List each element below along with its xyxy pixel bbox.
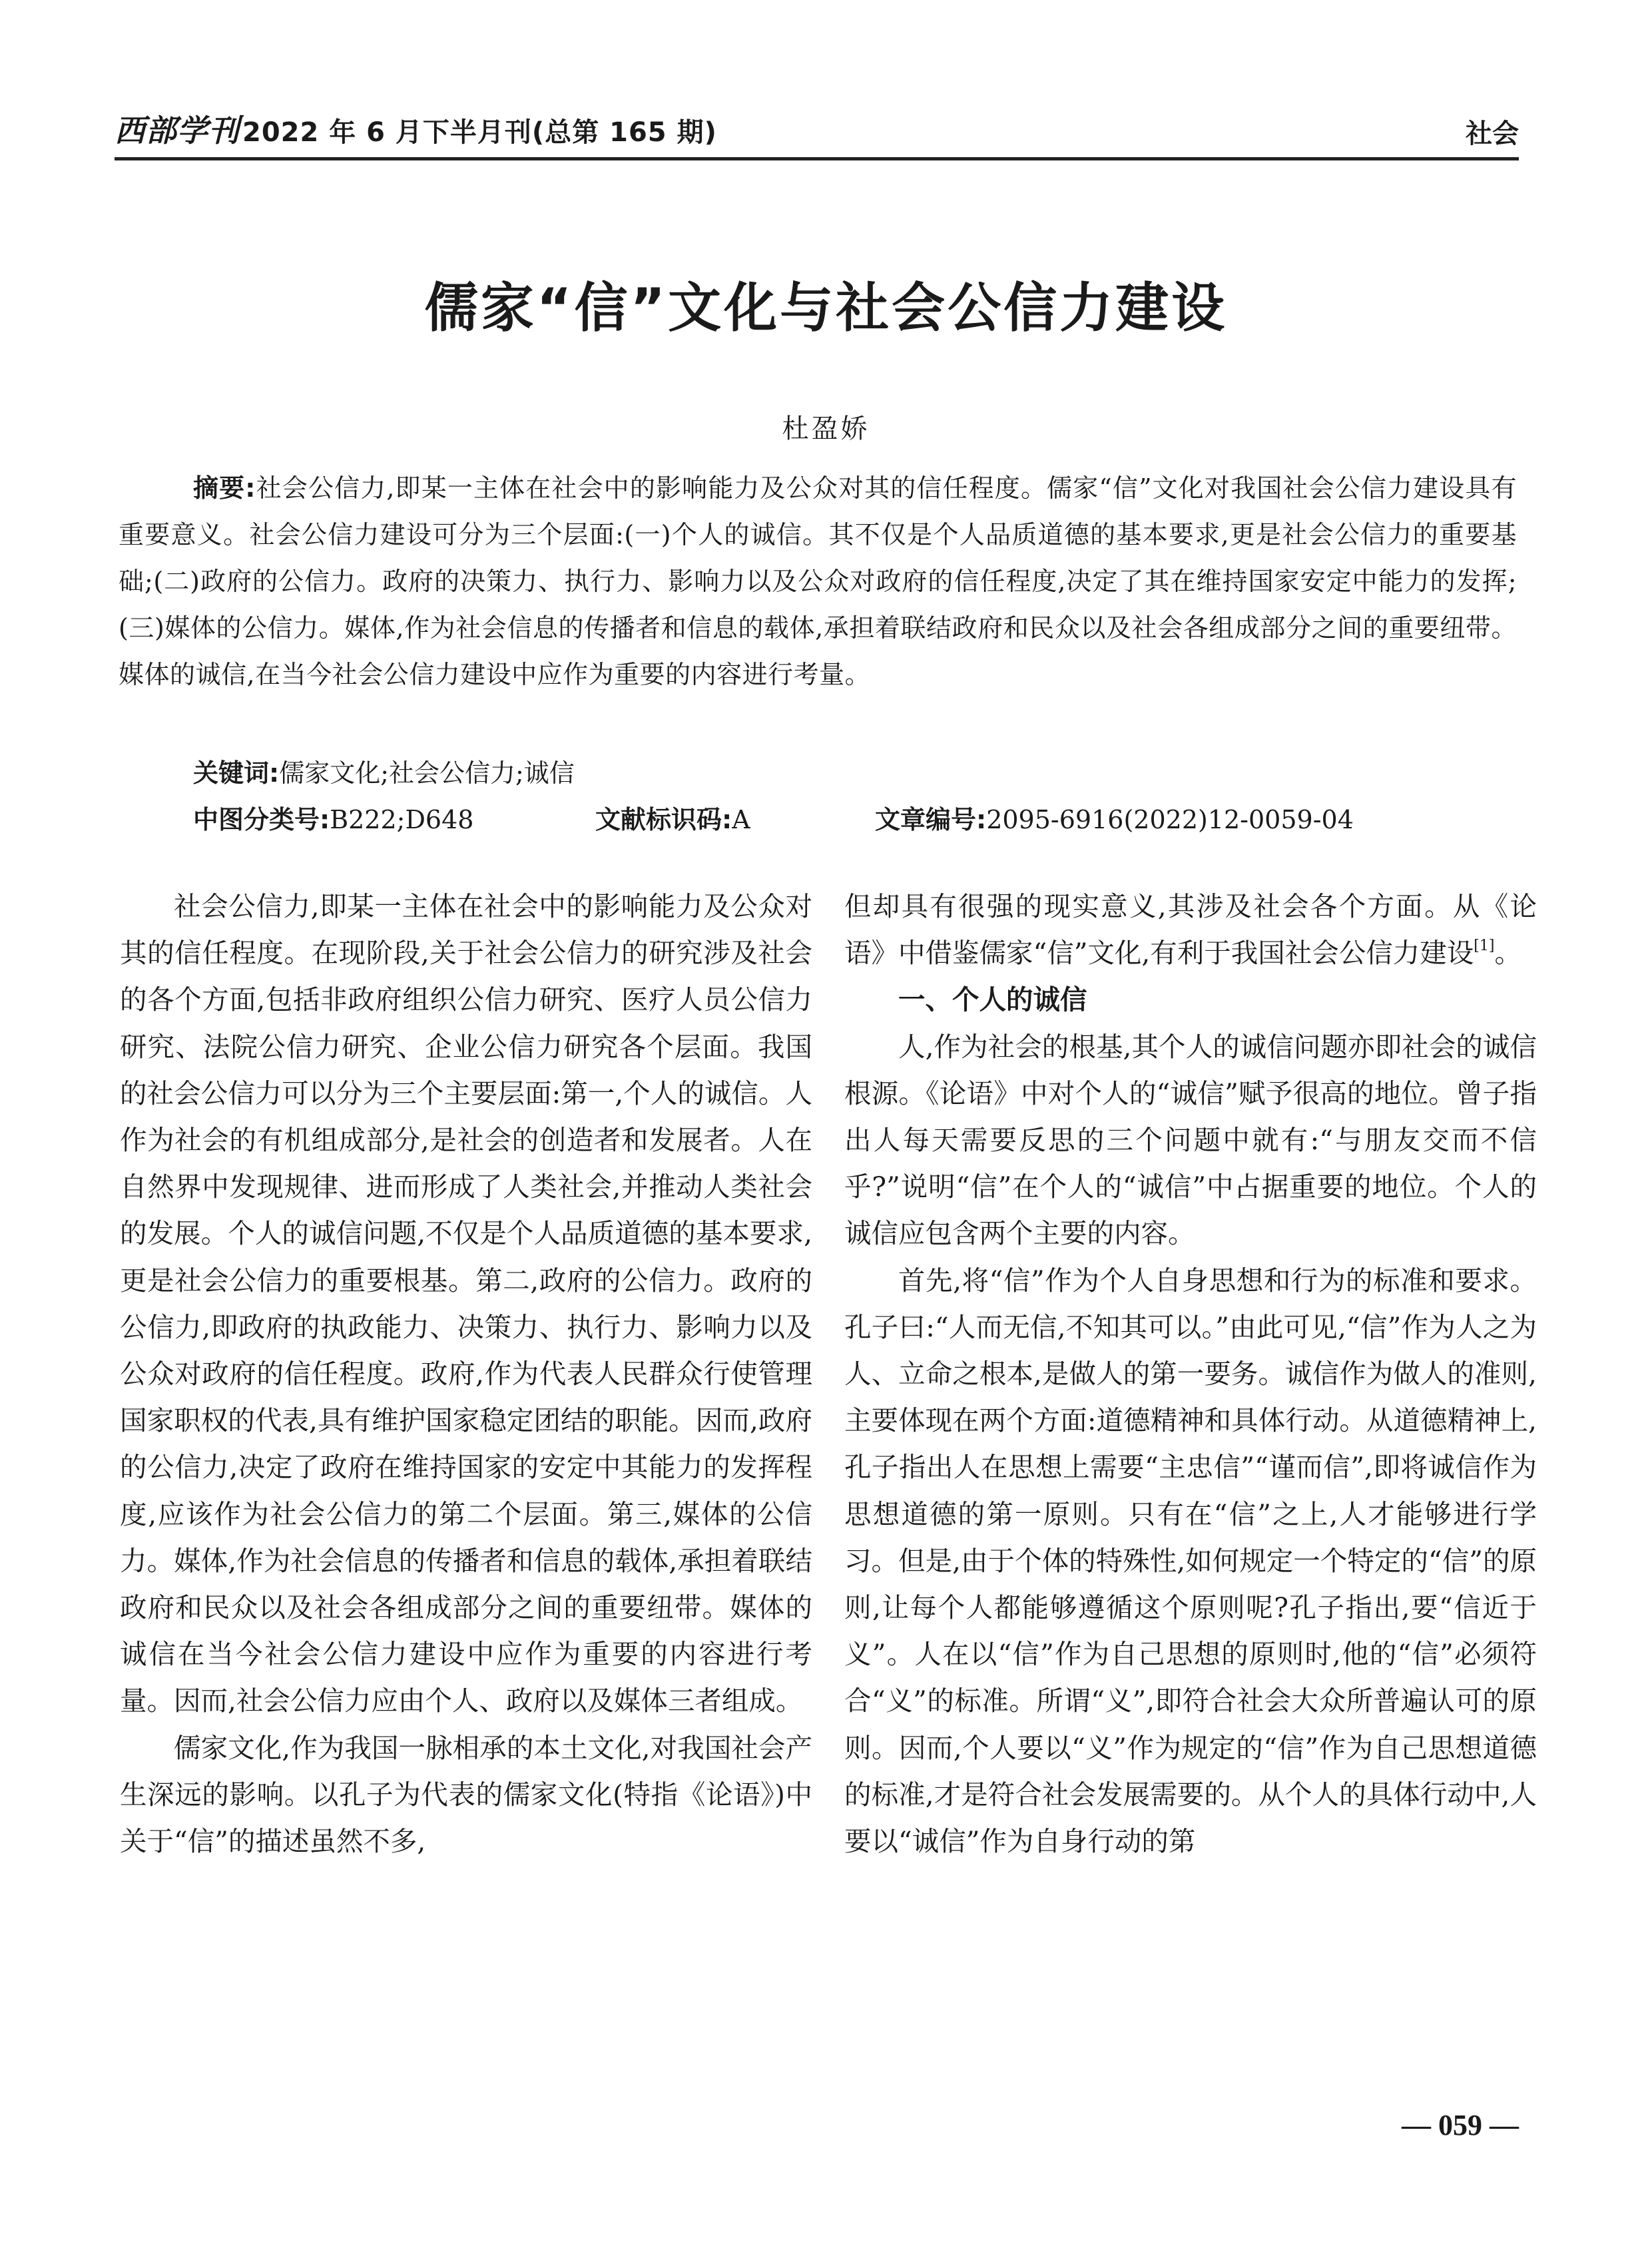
doc-code-label: 文献标识码:	[595, 805, 732, 834]
article-author: 杜盈娇	[782, 414, 870, 444]
keywords	[193, 750, 575, 796]
document-code	[595, 796, 750, 843]
body-column-right	[844, 883, 1537, 1864]
page-number: — 059 —	[1402, 2109, 1519, 2141]
clc-label: 中图分类号:	[193, 805, 330, 834]
clc-code	[193, 796, 473, 843]
issue-info: 2022 年 6 月下半月刊(总第 165 期)	[242, 117, 717, 148]
section-heading: 一、个人的诚信	[898, 983, 1087, 1016]
clc-value: B222;D648	[330, 805, 474, 834]
body-paragraph: 首先,将“信”作为个人自身思想和行为的标准和要求。孔子曰:“人而无信,不知其可以。”由此可见,“信”作为人之为人、立命之根本,是做人的第一要务。诚信作为做人的准则,主要体现在两个方面:道德精神和具体行动。从道德精神上,孔子指出人在思想上需要“主忠信”“谨而信”,即将诚信作为思想道德的第一原则。只有在“信”之上,人才能够进行学习。但是,由于个体的特殊性,如何规定一个特定的“信”的原则,让每个人都能够遵循这个原则呢?孔子指出,要“信近于义”。人在以“信”作为自己思想的原则时,他的“信”必须符合“义”的标准。所谓“义”,即符合社会大众所普遍认可的原则。因而,个人要以“义”作为规定的“信”作为自己思想道德的标准,才是符合社会发展需要的。从个人的具体行动中,人要以“诚信”作为自身行动的第	[844, 1264, 1537, 1858]
journal-issue-line	[115, 107, 717, 150]
keywords-label: 关键词:	[193, 758, 280, 788]
reference-mark: [1]	[1474, 938, 1495, 955]
body-paragraph: 社会公信力,即某一主体在社会中的影响能力及公众对其的信任程度。在现阶段,关于社会公信力的研究涉及社会的各个方面,包括非政府组织公信力研究、医疗人员公信力研究、法院公信力研究、企业公信力研究各个层面。我国的社会公信力可以分为三个主要层面:第一,个人的诚信。人作为社会的有机组成部分,是社会的创造者和发展者。人在自然界中发现规律、进而形成了人类社会,并推动人类社会的发展。个人的诚信问题,不仅是个人品质道德的基本要求,更是社会公信力的重要根基。第二,政府的公信力。政府的公信力,即政府的执政能力、决策力、执行力、影响力以及公众对政府的信任程度。政府,作为代表人民群众行使管理国家职权的代表,具有维护国家稳定团结的职能。因而,政府的公信力,决定了政府在维持国家的安定中其能力的发挥程度,应该作为社会公信力的第二个层面。第三,媒体的公信力。媒体,作为社会信息的传播者和信息的载体,承担着联结政府和民众以及社会各组成部分之间的重要纽带。媒体的诚信在当今社会公信力建设中应作为重要的内容进行考量。因而,社会公信力应由个人、政府以及媒体三者组成。	[120, 890, 812, 1717]
abstract	[119, 465, 1517, 698]
continuation-text: 但却具有很强的现实意义,其涉及社会各个方面。从《论语》中借鉴儒家“信”文化,有利于我国社会公信力建设	[844, 890, 1537, 970]
article-no-label: 文章编号:	[875, 805, 987, 834]
keywords-text: 儒家文化;社会公信力;诚信	[279, 758, 575, 788]
doc-code-value: A	[732, 805, 750, 834]
body-column-left	[120, 883, 812, 1864]
classification-row	[193, 796, 1525, 843]
abstract-text: 社会公信力,即某一主体在社会中的影响能力及公众对其的信任程度。儒家“信”文化对我国社会公信力建设具有重要意义。社会公信力建设可分为三个层面:(一)个人的诚信。其不仅是个人品质道德的基本要求,更是社会公信力的重要基础;(二)政府的公信力。政府的决策力、执行力、影响力以及公众对政府的信任程度,决定了其在维持国家安定中能力的发挥;(三)媒体的公信力。媒体,作为社会信息的传播者和信息的载体,承担着联结政府和民众以及社会各组成部分之间的重要纽带。媒体的诚信,在当今社会公信力建设中应作为重要的内容进行考量。	[119, 473, 1517, 689]
journal-logo: 西部学刊	[115, 113, 240, 148]
body-paragraph: 儒家文化,作为我国一脉相承的本土文化,对我国社会产生深远的影响。以孔子为代表的儒家文化(特指《论语》)中关于“信”的描述虽然不多,	[120, 1731, 812, 1858]
section-label: 社会	[1466, 119, 1519, 149]
abstract-label: 摘要:	[193, 473, 256, 503]
article-number	[875, 796, 1354, 843]
body-paragraph: 人,作为社会的根基,其个人的诚信问题亦即社会的诚信根源。《论语》中对个人的“诚信”赋予很高的地位。曾子指出人每天需要反思的三个问题中就有:“与朋友交而不信乎?”说明“信”在个人的“诚信”中占据重要的地位。个人的诚信应包含两个主要的内容。	[844, 1030, 1537, 1250]
article-no-value: 2095-6916(2022)12-0059-04	[986, 805, 1354, 834]
body-paragraph-continued	[844, 883, 1537, 976]
continuation-end: 。	[1494, 937, 1521, 970]
running-header	[115, 111, 1519, 160]
article-title: 儒家“信”文化与社会公信力建设	[424, 277, 1228, 339]
